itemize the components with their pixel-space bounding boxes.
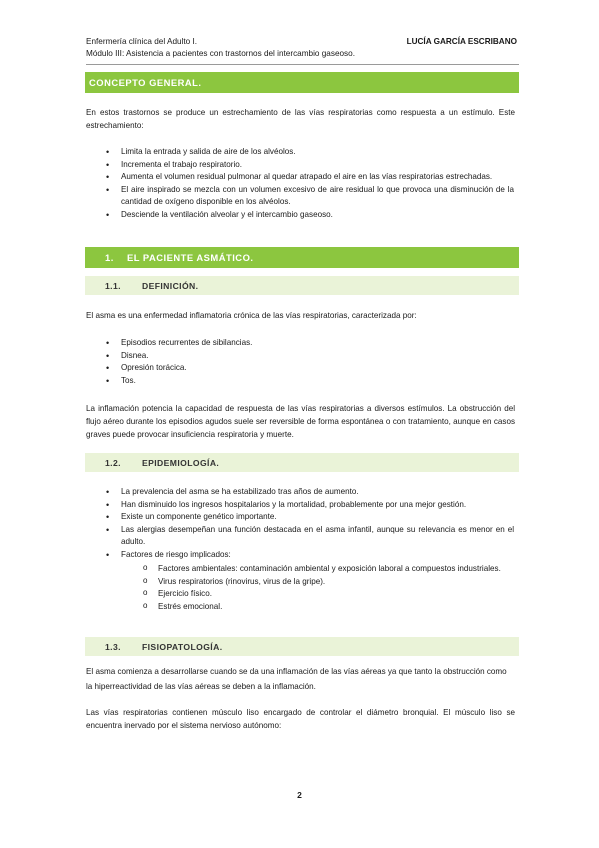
- header-author: LUCÍA GARCÍA ESCRIBANO: [406, 37, 517, 46]
- list-item: • La prevalencia del asma se ha estabilizado tras años de aumento.: [121, 486, 514, 499]
- section-title: EL PACIENTE ASMÁTICO.: [127, 252, 254, 263]
- fisiopatologia-paragraph-1: El asma comienza a desarrollarse cuando se da una inflamación de las vías aéreas ya que tanto la obstrucción como la hiperreactividad de las vías aéreas se deben a la inflamación.: [86, 667, 507, 691]
- subsection-heading-epidemiologia: [85, 453, 519, 472]
- fisiopatologia-paragraph-2: Las vías respiratorias contienen músculo liso encargado de controlar el diámetro bronquial. El músculo liso se encuentra inervado por el sistema nervioso autónomo:: [86, 708, 515, 731]
- sub-list-item: o Estrés emocional.: [158, 601, 514, 614]
- sub-list-item: o Ejercicio físico.: [158, 588, 514, 601]
- list-item: • Las alergias desempeñan una función destacada en el asma infantil, aunque su relevancia es menor en el adulto.: [121, 524, 514, 549]
- list-item: • Existe un componente genético importante.: [121, 511, 514, 524]
- header-module: Módulo III: Asistencia a pacientes con trastornos del intercambio gaseoso.: [86, 49, 355, 58]
- section-heading-paciente-asmatico: [85, 247, 519, 268]
- sub-list-item: o Factores ambientales: contaminación ambiental y exposición laboral a compuestos industriales.: [158, 563, 514, 576]
- definicion-bullets: [121, 337, 514, 387]
- subsection-heading-definicion: [85, 276, 519, 295]
- definicion-intro: El asma es una enfermedad inflamatoria crónica de las vías respiratorias, caracterizada por:: [86, 311, 417, 320]
- header-rule: [86, 64, 519, 65]
- list-item: • Incrementa el trabajo respiratorio.: [121, 159, 514, 172]
- section-title: CONCEPTO GENERAL.: [89, 77, 202, 88]
- subsection-heading-fisiopatologia: [85, 637, 519, 656]
- sub-list-item: o Virus respiratorios (rinovirus, virus de la gripe).: [158, 576, 514, 589]
- list-item: • Factores de riesgo implicados:: [121, 549, 514, 562]
- subsection-title: DEFINICIÓN.: [142, 280, 199, 291]
- epidemiologia-bullets: [121, 486, 514, 562]
- definicion-paragraph: La inflamación potencia la capacidad de respuesta de las vías respiratorias a diversos estímulos. La obstrucción del flujo aéreo durante los episodios agudos suele ser reversible de forma espontánea o con tratamiento, aunque en casos graves puede provocar insuficiencia respiratoria y muerte.: [86, 404, 515, 440]
- subsection-title: EPIDEMIOLOGÍA.: [142, 457, 220, 468]
- concepto-intro: En estos trastornos se produce un estrechamiento de las vías respiratorias como respuesta a un estímulo. Este estrechamiento:: [86, 108, 515, 131]
- list-item: • El aire inspirado se mezcla con un volumen excesivo de aire residual lo que provoca una disminución de la cantidad de oxígeno disponible en los alvéolos.: [121, 184, 514, 209]
- subsection-number: 1.1.: [105, 280, 121, 291]
- list-item: • Limita la entrada y salida de aire de los alvéolos.: [121, 146, 514, 159]
- concepto-bullets: [121, 146, 514, 222]
- list-item: • Desciende la ventilación alveolar y el intercambio gaseoso.: [121, 209, 514, 222]
- list-item: • Aumenta el volumen residual pulmonar al quedar atrapado el aire en las vías respiratorias estrechadas.: [121, 171, 514, 184]
- page-number: 2: [297, 790, 302, 800]
- list-item: • Disnea.: [121, 350, 514, 363]
- list-item: • Tos.: [121, 375, 514, 388]
- section-number: 1.: [105, 252, 114, 263]
- subsection-number: 1.2.: [105, 457, 121, 468]
- subsection-number: 1.3.: [105, 641, 121, 652]
- header-course: Enfermería clínica del Adulto I.: [86, 37, 198, 46]
- list-item: • Episodios recurrentes de sibilancias.: [121, 337, 514, 350]
- subsection-title: FISIOPATOLOGÍA.: [142, 641, 223, 652]
- section-heading-concepto: [85, 72, 519, 93]
- factores-riesgo-sublist: [158, 563, 514, 613]
- list-item: • Han disminuido los ingresos hospitalarios y la mortalidad, probablemente por una mejor gestión.: [121, 499, 514, 512]
- list-item: • Opresión torácica.: [121, 362, 514, 375]
